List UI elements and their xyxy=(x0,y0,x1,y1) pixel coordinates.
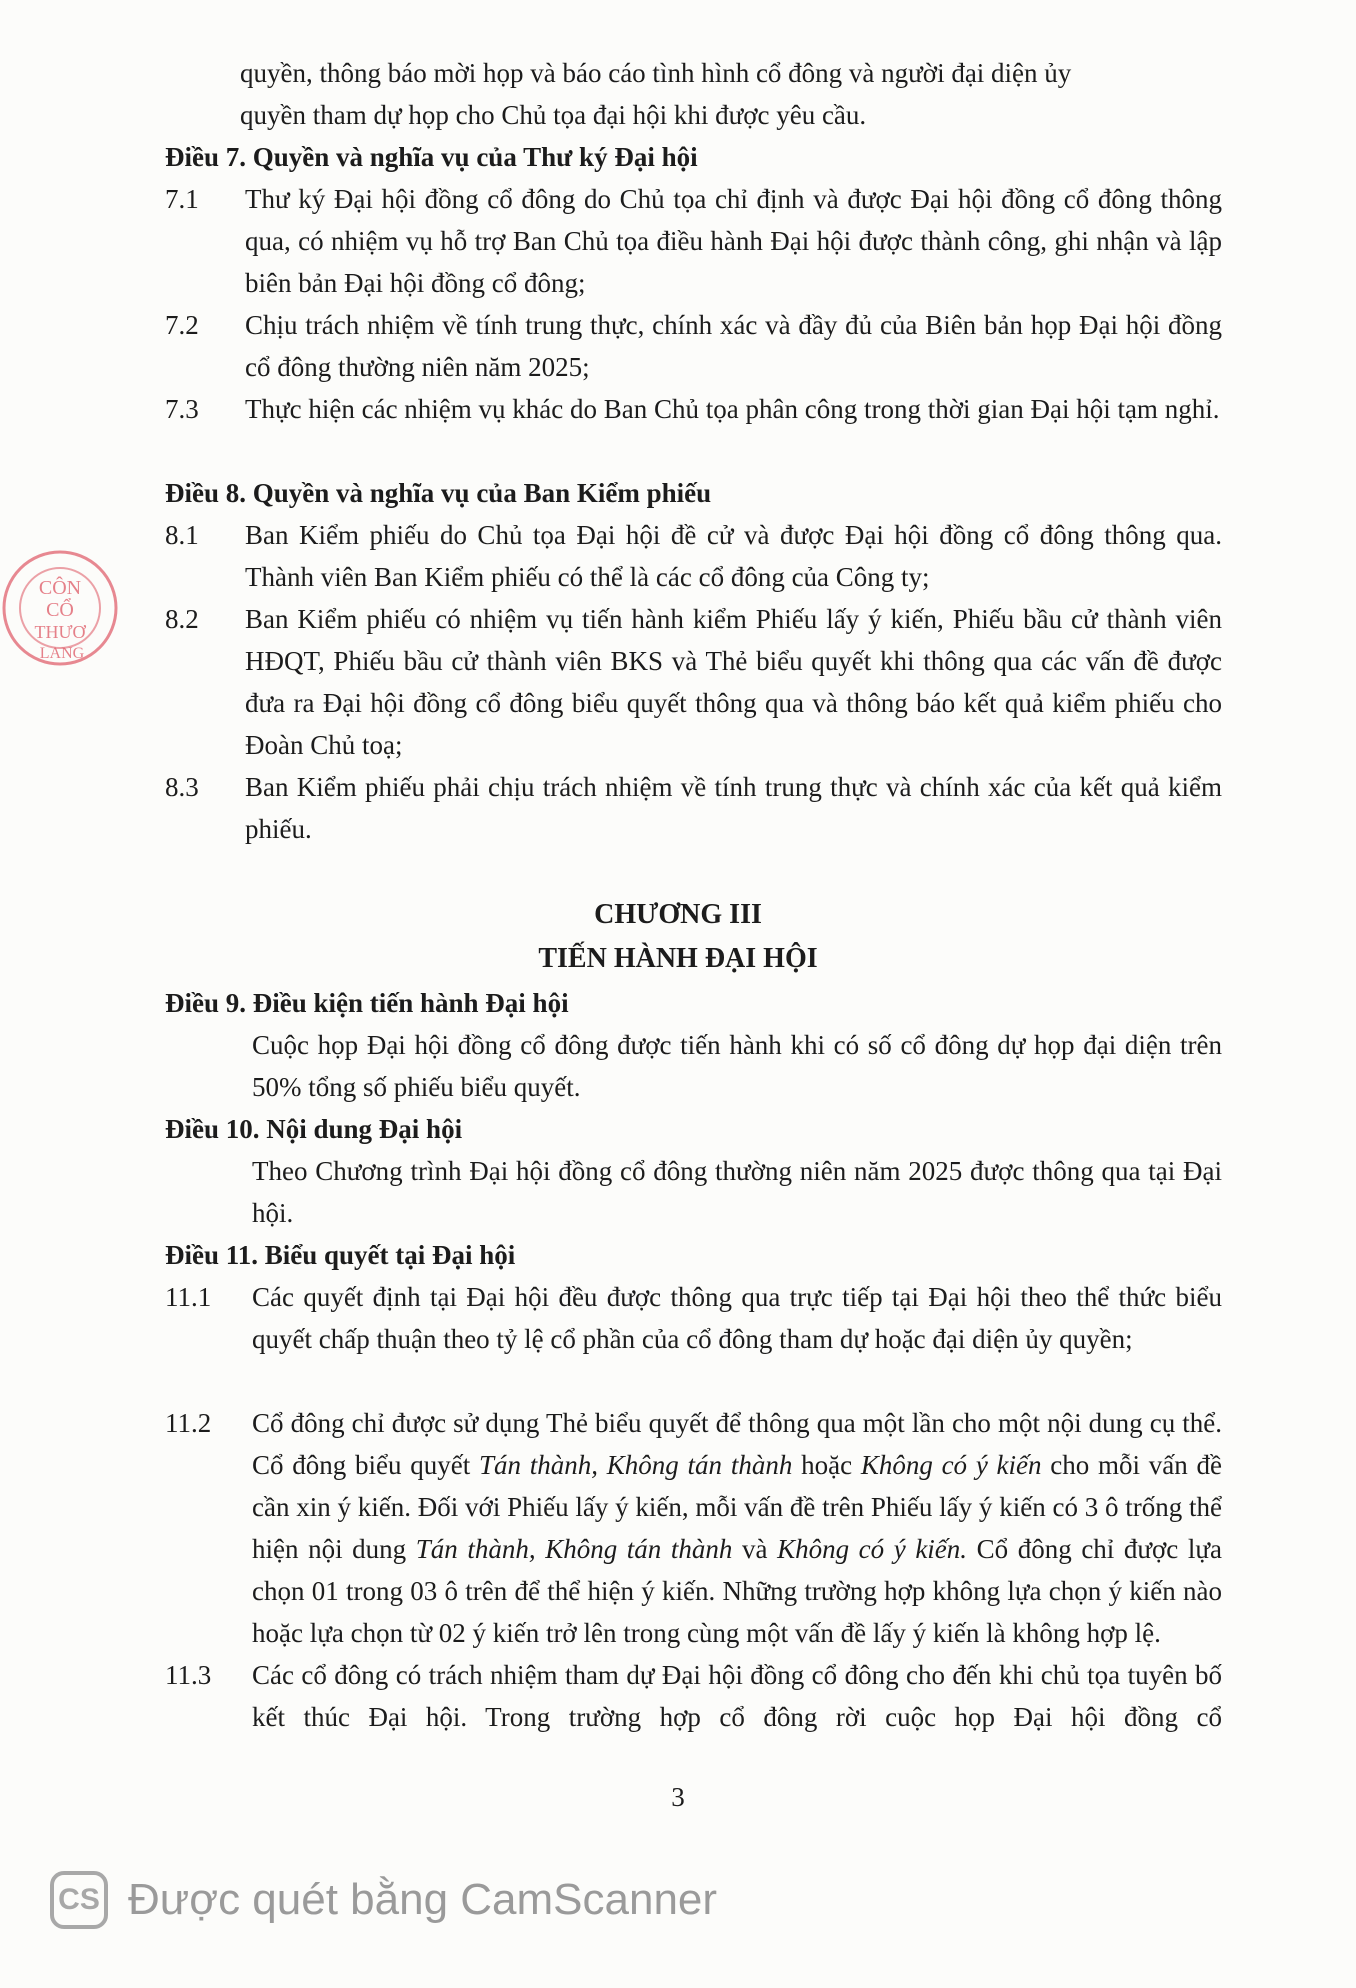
item-number: 7.3 xyxy=(165,394,199,424)
item-number: 8.1 xyxy=(165,520,199,550)
article-10-heading: Điều 10. Nội dung Đại hội xyxy=(165,1114,463,1144)
item-number: 11.3 xyxy=(165,1660,212,1690)
article-7-heading: Điều 7. Quyền và nghĩa vụ của Thư ký Đại hội xyxy=(165,142,698,172)
seal-line-2: CỔ xyxy=(46,599,74,621)
page-number: 3 xyxy=(671,1782,685,1812)
item-7-3-text: Thực hiện các nhiệm vụ khác do Ban Chủ tọa phân công trong thời gian Đại hội tạm nghỉ. xyxy=(245,394,1220,424)
item-7-1-text: Thư ký Đại hội đồng cổ đông do Chủ tọa chỉ định và được Đại hội đồng cổ đông thông qua, có nhiệm vụ hỗ trợ Ban Chủ tọa điều hành Đại hội được thành công, ghi nhận và lập biên bản Đại hội đồng cổ đông; xyxy=(245,184,1222,298)
article-8-heading: Điều 8. Quyền và nghĩa vụ của Ban Kiểm phiếu xyxy=(165,478,712,508)
article-10-text: Theo Chương trình Đại hội đồng cổ đông thường niên năm 2025 được thông qua tại Đại hội. xyxy=(252,1156,1222,1228)
item-number: 11.1 xyxy=(165,1282,212,1312)
seal-line-1: CÔN xyxy=(38,577,82,599)
company-seal xyxy=(0,548,140,668)
intro-line-1: quyền, thông báo mời họp và báo cáo tình hình cổ đông và người đại diện ủy xyxy=(240,58,1072,88)
item-11-3-text: Các cổ đông có trách nhiệm tham dự Đại hội đồng cổ đông cho đến khi chủ tọa tuyên bố kết thúc Đại hội. Trong trường hợp cổ đông rời cuộc họp Đại hội đồng cổ xyxy=(252,1660,1222,1732)
article-11-heading: Điều 11. Biểu quyết tại Đại hội xyxy=(165,1240,516,1270)
item-number: 11.2 xyxy=(165,1408,212,1438)
item-8-1-text: Ban Kiểm phiếu do Chủ tọa Đại hội đề cử và được Đại hội đồng cổ đông thông qua. Thành viên Ban Kiểm phiếu có thể là các cổ đông của Công ty; xyxy=(245,520,1222,592)
item-number: 7.2 xyxy=(165,310,199,340)
item-number: 8.3 xyxy=(165,772,199,802)
item-7-2-text: Chịu trách nhiệm về tính trung thực, chính xác và đầy đủ của Biên bản họp Đại hội đồng cổ đông thường niên năm 2025; xyxy=(245,310,1222,382)
camscanner-text: Được quét bằng CamScanner xyxy=(128,1875,718,1924)
item-8-3-text: Ban Kiểm phiếu phải chịu trách nhiệm về tính trung thực và chính xác của kết quả kiểm phiếu. xyxy=(245,772,1222,844)
item-8-2-text: Ban Kiểm phiếu có nhiệm vụ tiến hành kiểm Phiếu lấy ý kiến, Phiếu bầu cử thành viên HĐQT, Phiếu bầu cử thành viên BKS và Thẻ biểu quyết khi thông qua các vấn đề được đưa ra Đại hội đồng cổ đông biểu quyết thông qua và thông báo kết quả kiểm phiếu cho Đoàn Chủ toạ; xyxy=(245,604,1222,760)
camscanner-watermark xyxy=(50,1868,717,1932)
chapter-title: TIẾN HÀNH ĐẠI HỘI xyxy=(538,943,818,974)
article-9-text: Cuộc họp Đại hội đồng cổ đông được tiến hành khi có số cổ đông dự họp đại diện trên 50% tổng số phiếu biểu quyết. xyxy=(252,1030,1222,1102)
seal-line-4: LANG xyxy=(39,645,85,662)
camscanner-logo-icon: CS xyxy=(50,1871,108,1929)
item-11-2-text: Cổ đông chỉ được sử dụng Thẻ biểu quyết để thông qua một lần cho một nội dung cụ thể. Cổ đông biểu quyết Tán thành, Không tán thành hoặc Không có ý kiến cho mỗi vấn đề cần xin ý kiến. Đối với Phiếu lấy ý kiến, mỗi vấn đề trên Phiếu lấy ý kiến có 3 ô trống thể hiện nội dung Tán thành, Không tán thành và Không có ý kiến. Cổ đông chỉ được lựa chọn 01 trong 03 ô trên để thể hiện ý kiến. Những trường hợp không lựa chọn ý kiến nào hoặc lựa chọn từ 02 ý kiến trở lên trong cùng một vấn đề lấy ý kiến là không hợp lệ. xyxy=(252,1408,1223,1648)
article-9-heading: Điều 9. Điều kiện tiến hành Đại hội xyxy=(165,988,569,1018)
item-number: 8.2 xyxy=(165,604,199,634)
item-11-1-text: Các quyết định tại Đại hội đều được thông qua trực tiếp tại Đại hội theo thể thức biểu quyết chấp thuận theo tỷ lệ cổ phần của cổ đông tham dự hoặc đại diện ủy quyền; xyxy=(252,1282,1222,1354)
item-number: 7.1 xyxy=(165,184,199,214)
chapter-number: CHƯƠNG III xyxy=(594,899,762,930)
seal-line-3: THƯƠ xyxy=(34,622,86,642)
intro-line-2: quyền tham dự họp cho Chủ tọa đại hội khi được yêu cầu. xyxy=(240,100,867,130)
